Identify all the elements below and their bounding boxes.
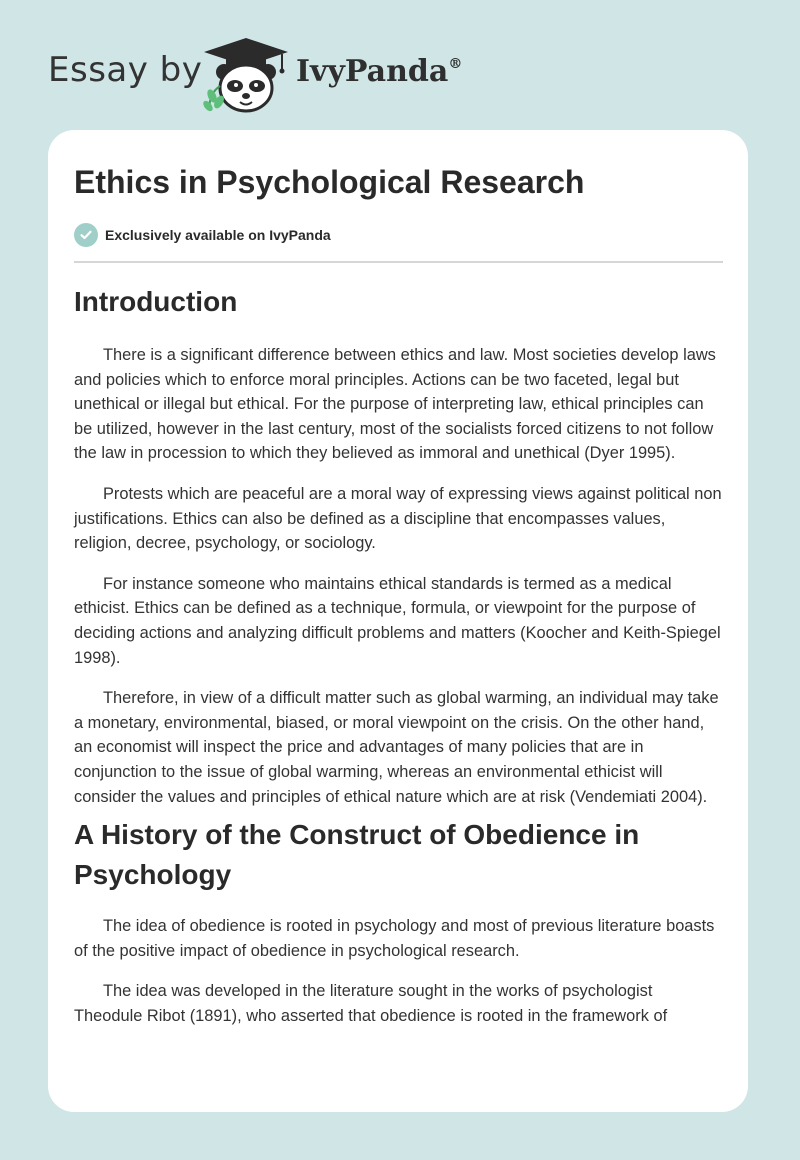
ivypanda-logo-icon[interactable] <box>200 36 292 114</box>
brand-name[interactable] <box>296 54 462 89</box>
essay-content <box>74 282 724 1028</box>
paragraph: There is a significant difference between ethics and law. Most societies develop laws and policies which to enforce moral principles. Actions can be two faceted, legal but unethical or illegal but ethical. For the purpose of interpreting law, ethical principles can be utilized, however in the last century, most of the socialists forced citizens to not follow the law in procession to which they believed as immoral and unethical (Dyer 1995). <box>74 346 716 463</box>
paragraph: Protests which are peaceful are a moral way of expressing views against political non justifications. Ethics can also be defined as a discipline that encompasses values, religion, decree, psychology, or sociology. <box>74 484 722 553</box>
section-heading-introduction: Introduction <box>74 286 238 317</box>
essay-card <box>48 130 748 1112</box>
section-heading-history: A History of the Construct of Obedience in Psychology <box>74 819 640 891</box>
paragraph: The idea of obedience is rooted in psychology and most of previous literature boasts of the positive impact of obedience in psychological research. <box>74 917 715 960</box>
paragraph: Therefore, in view of a difficult matter such as global warming, an individual may take a monetary, environmental, biased, or moral viewpoint on the crisis. On the other hand, an economist will inspect the price and advantages of many policies that are in conjunction to the issue of global warming, whereas an environmental ethicist will consider the values and principles of ethical nature which are at risk (Vendemiati 2004). <box>74 689 719 806</box>
essay-title: Ethics in Psychological Research <box>74 164 585 200</box>
registered-mark: ® <box>448 56 463 72</box>
brand-text: IvyPanda <box>296 54 449 89</box>
paragraph: The idea was developed in the literature sought in the works of psychologist Theodule Ribot (1891), who asserted that obedience is rooted in the framework of <box>74 982 668 1025</box>
essay-by-label: Essay by <box>48 50 203 90</box>
paragraph: For instance someone who maintains ethical standards is termed as a medical ethicist. Ethics can be defined as a technique, formula, or viewpoint for the purpose of deciding actions and analyzing difficult problems and matters (Koocher and Keith-Spiegel 1998). <box>74 574 721 667</box>
exclusive-badge <box>74 222 331 248</box>
exclusive-badge-label: Exclusively available on IvyPanda <box>105 227 331 243</box>
check-circle-icon <box>74 223 98 247</box>
divider <box>74 261 723 263</box>
site-header <box>0 0 800 130</box>
